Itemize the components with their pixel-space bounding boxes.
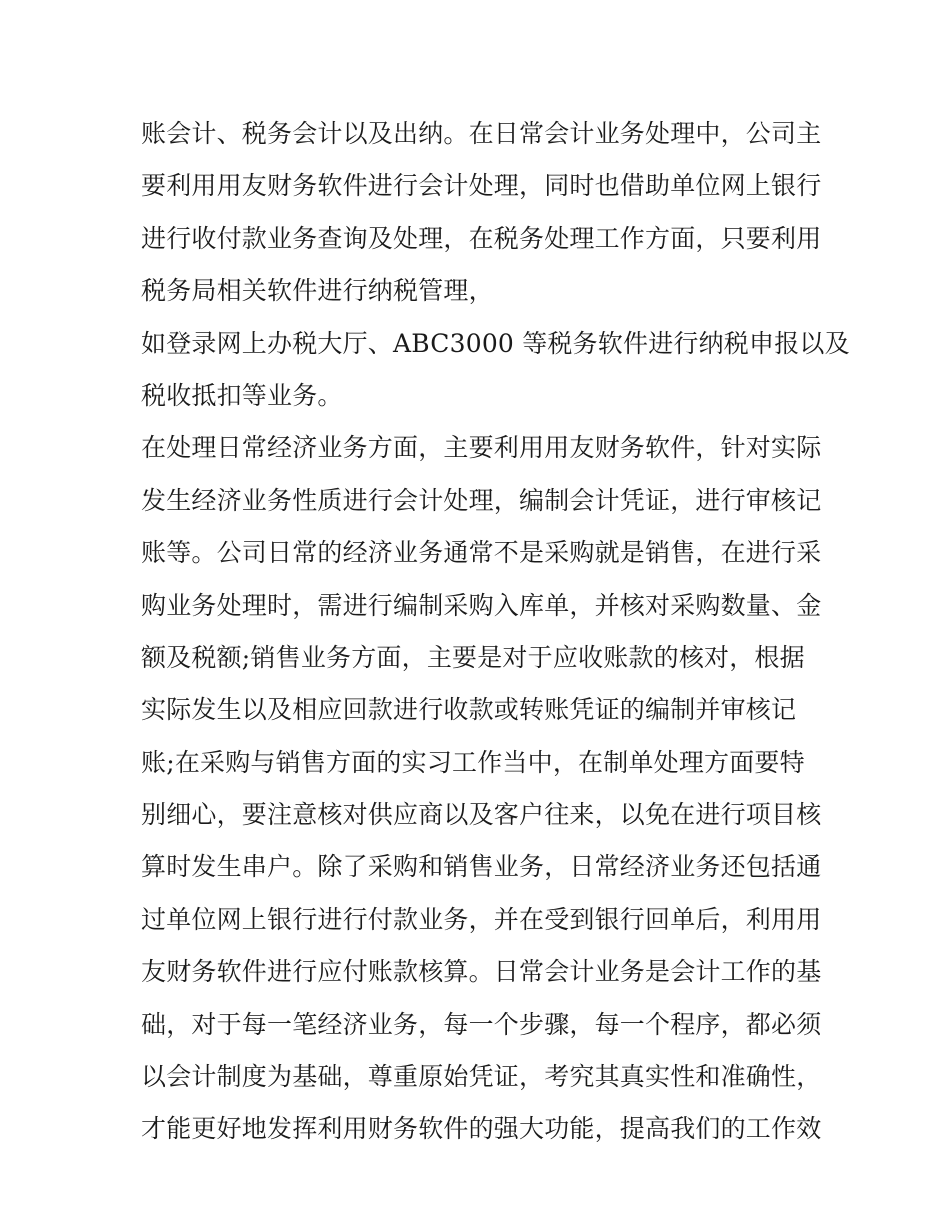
text-line: 要利用用友财务软件进行会计处理，同时也借助单位网上银行 bbox=[141, 171, 822, 201]
text-line: 友财务软件进行应付账款核算。日常会计业务是会计工作的基 bbox=[141, 957, 822, 987]
text-line: 发生经济业务性质进行会计处理，编制会计凭证，进行审核记 bbox=[141, 485, 822, 515]
text-line: 如登录网上办税大厅、ABC3000 等税务软件进行纳税申报以及 bbox=[141, 328, 850, 358]
text-line: 过单位网上银行进行付款业务，并在受到银行回单后，利用用 bbox=[141, 904, 822, 934]
text-line: 以会计制度为基础，尊重原始凭证，考究其真实性和准确性， bbox=[141, 1062, 822, 1092]
text-line: 在处理日常经济业务方面，主要利用用友财务软件，针对实际 bbox=[141, 433, 822, 463]
body-text bbox=[141, 108, 850, 1156]
text-line: 账会计、税务会计以及出纳。在日常会计业务处理中，公司主 bbox=[141, 119, 822, 148]
text-line: 才能更好地发挥利用财务软件的强大功能，提高我们的工作效 bbox=[141, 1114, 822, 1144]
text-line: 额及税额;销售业务方面，主要是对于应收账款的核对，根据 bbox=[141, 642, 805, 672]
text-line: 础，对于每一笔经济业务，每一个步骤，每一个程序，都必须 bbox=[141, 1009, 822, 1039]
text-line: 税务局相关软件进行纳税管理， bbox=[141, 276, 494, 306]
text-line: 账等。公司日常的经济业务通常不是采购就是销售，在进行采 bbox=[141, 538, 822, 568]
text-line: 购业务处理时，需进行编制采购入库单，并核对采购数量、金 bbox=[141, 590, 822, 620]
text-line: 账;在采购与销售方面的实习工作当中，在制单处理方面要特 bbox=[141, 747, 805, 777]
text-line: 实际发生以及相应回款进行收款或转账凭证的编制并审核记 bbox=[141, 695, 797, 725]
text-line: 税收抵扣等业务。 bbox=[141, 380, 343, 410]
text-line: 进行收付款业务查询及处理，在税务处理工作方面，只要利用 bbox=[141, 223, 822, 253]
text-line: 算时发生串户。除了采购和销售业务，日常经济业务还包括通 bbox=[141, 852, 822, 882]
text-line: 别细心，要注意核对供应商以及客户往来，以免在进行项目核 bbox=[141, 800, 822, 830]
